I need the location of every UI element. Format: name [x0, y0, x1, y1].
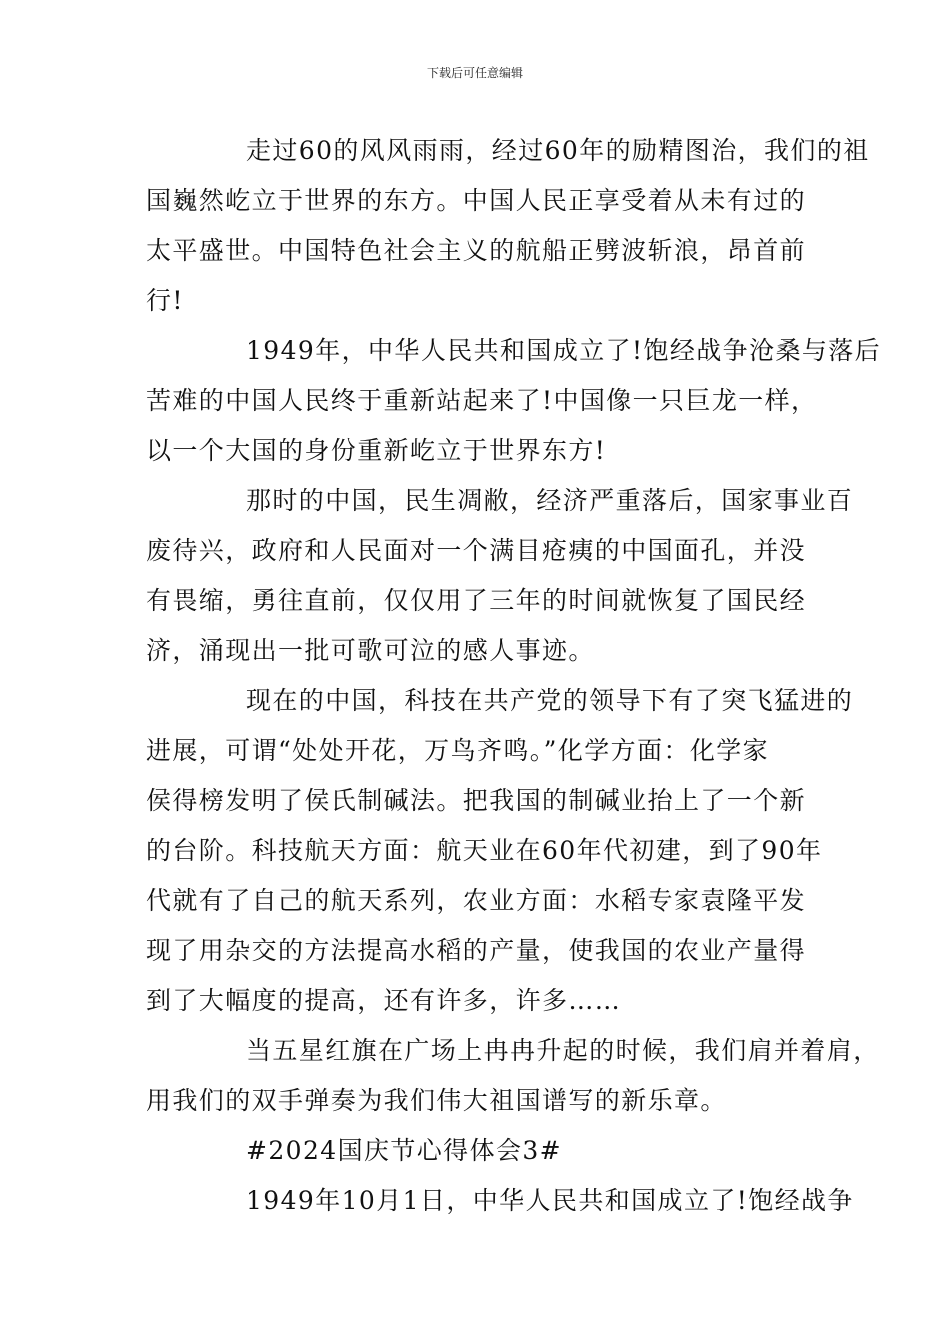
page-header-note: 下载后可任意编辑: [426, 66, 523, 80]
text-line: 有畏缩，勇往直前，仅仅用了三年的时间就恢复了国民经: [146, 586, 807, 615]
text-line: 现在的中国，科技在共产党的领导下有了突飞猛进的: [246, 686, 854, 715]
text-line: 济，涌现出一批可歌可泣的感人事迹。: [146, 636, 595, 665]
text-line: 到了大幅度的提高，还有许多，许多……: [146, 986, 622, 1015]
text-line: 进展，可谓“处处开花，万鸟齐鸣。”化学方面：化学家: [146, 736, 770, 765]
paragraph-6: [146, 1176, 854, 1226]
text-line: 用我们的双手弹奏为我们伟大祖国谱写的新乐章。: [146, 1086, 727, 1115]
text-line: 走过60的风风雨雨，经过60年的励精图治，我们的祖: [246, 136, 870, 165]
text-line: 当五星红旗在广场上冉冉升起的时候，我们肩并着肩，: [246, 1036, 880, 1065]
paragraph-4: [146, 676, 854, 1026]
text-line: 太平盛世。中国特色社会主义的航船正劈波斩浪，昂首前: [146, 236, 807, 265]
paragraph-1: [146, 126, 870, 326]
text-line: 以一个大国的身份重新屹立于世界东方!: [146, 436, 607, 465]
text-line: 1949年，中华人民共和国成立了!饱经战争沧桑与落后: [246, 336, 882, 365]
text-line: 那时的中国，民生凋敝，经济严重落后，国家事业百: [246, 486, 854, 515]
text-line: 侯得榜发明了侯氏制碱法。把我国的制碱业抬上了一个新: [146, 786, 807, 815]
text-line: 现了用杂交的方法提高水稻的产量，使我国的农业产量得: [146, 936, 807, 965]
paragraph-5: [146, 1026, 880, 1126]
paragraph-2: [146, 326, 882, 476]
text-line: 废待兴，政府和人民面对一个满目疮痍的中国面孔，并没: [146, 536, 807, 565]
paragraph-3: [146, 476, 854, 676]
text-line: #2024国庆节心得体会3#: [246, 1136, 563, 1165]
text-line: 1949年10月1日，中华人民共和国成立了!饱经战争: [246, 1186, 854, 1215]
text-line: 国巍然屹立于世界的东方。中国人民正享受着从未有过的: [146, 186, 807, 215]
text-line: 行!: [146, 286, 184, 315]
text-line: 代就有了自己的航天系列，农业方面：水稻专家袁隆平发: [146, 886, 807, 915]
text-line: 苦难的中国人民终于重新站起来了!中国像一只巨龙一样，: [146, 386, 818, 415]
text-line: 的台阶。科技航天方面：航天业在60年代初建，到了90年: [146, 836, 823, 865]
document-body: [146, 126, 882, 1226]
section-heading: [146, 1126, 808, 1176]
